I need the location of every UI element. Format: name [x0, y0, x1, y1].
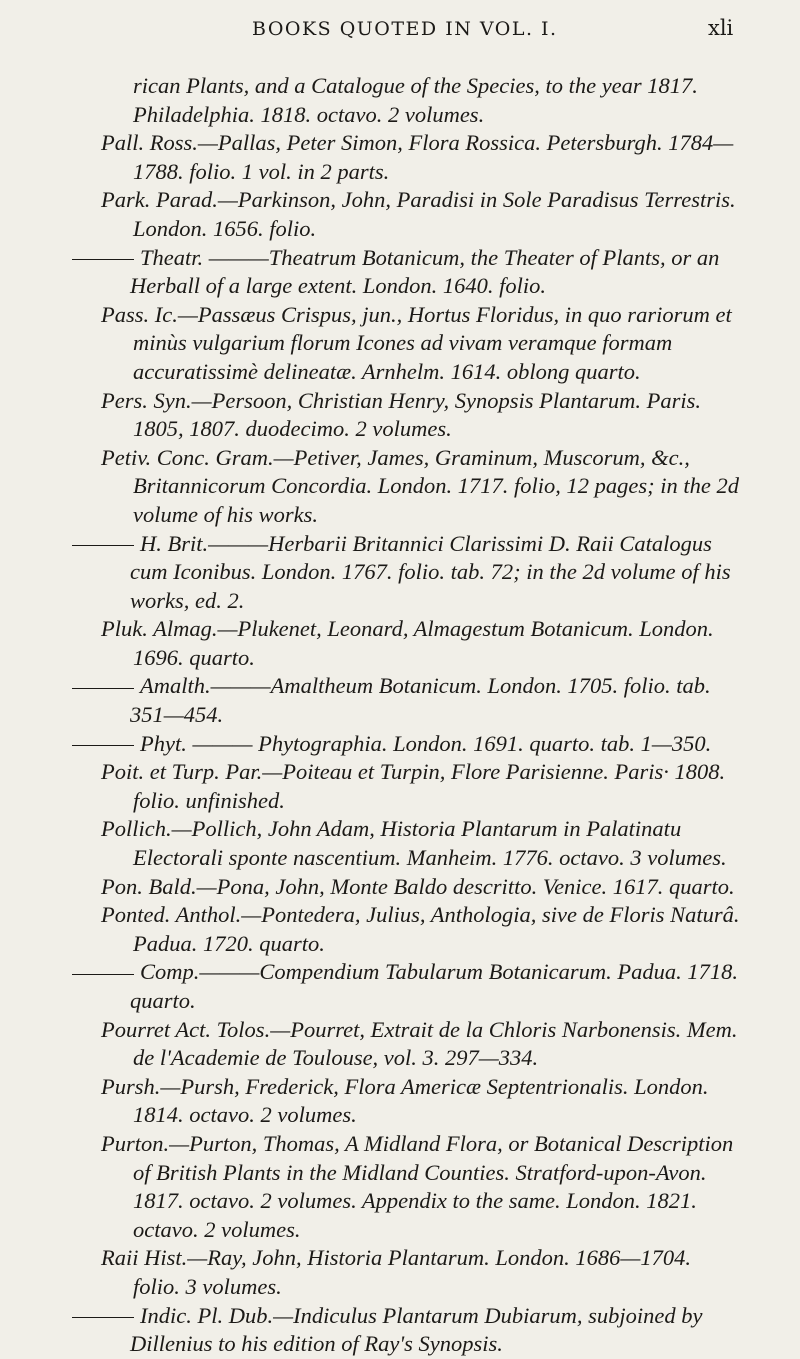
entry-text: Pollich.—Pollich, John Adam, Historia Plantarum in Palatinatu Electorali sponte nascentium. Manheim. 1776. octavo. 3 volumes. [101, 816, 727, 871]
bibliography-entry [0, 1130, 800, 1244]
bibliography-entry [0, 901, 800, 958]
running-head: BOOKS QUOTED IN VOL. I. [252, 18, 558, 40]
bibliography-entry [0, 873, 800, 902]
bibliography-entry [0, 129, 800, 186]
ditto-rule [72, 745, 134, 746]
bibliography-entry [0, 530, 800, 616]
bibliography-entry [0, 444, 800, 530]
entry-text: Poit. et Turp. Par.—Poiteau et Turpin, Flore Parisienne. Paris· 1808. folio. unfinished. [101, 759, 726, 813]
bibliography-entry [0, 815, 800, 872]
ditto-rule [72, 974, 134, 975]
entry-text: Amalth.———Amaltheum Botanicum. London. 1705. folio. tab. 351—454. [130, 673, 711, 728]
entry-text: Pon. Bald.—Pona, John, Monte Baldo descritto. Venice. 1617. quarto. [101, 873, 735, 899]
entry-text: Pluk. Almag.—Plukenet, Leonard, Almagestum Botanicum. London. 1696. quarto. [101, 616, 714, 670]
bibliography-entry [0, 186, 800, 243]
bibliography-entry [0, 672, 800, 729]
bibliography-entry [0, 615, 800, 672]
ditto-rule [72, 545, 134, 546]
bibliography-entry [0, 958, 800, 1015]
ditto-rule [72, 259, 134, 260]
bibliography-list [0, 72, 800, 1359]
bibliography-entry [0, 1016, 800, 1073]
bibliography-entry [0, 1302, 800, 1359]
entry-text: Petiv. Conc. Gram.—Petiver, James, Graminum, Muscorum, &c., Britannicorum Concordia. London. 1717. folio, 12 pages; in the 2d volume of his works. [101, 444, 740, 527]
entry-text: Park. Parad.—Parkinson, John, Paradisi in Sole Paradisus Terrestris. London. 1656. folio. [101, 187, 736, 241]
entry-text: Pall. Ross.—Pallas, Peter Simon, Flora Rossica. Petersburgh. 1784—1788. folio. 1 vol. in 2 parts. [101, 130, 734, 184]
ditto-rule [72, 688, 134, 689]
page-number: xli [708, 16, 734, 40]
entry-text: Indic. Pl. Dub.—Indiculus Plantarum Dubiarum, subjoined by Dillenius to his edition of Ray's Synopsis. [130, 1302, 703, 1357]
bibliography-entry [0, 387, 800, 444]
entry-text: Ponted. Anthol.—Pontedera, Julius, Anthologia, sive de Floris Naturâ. Padua. 1720. quarto. [101, 902, 740, 956]
page-header [0, 10, 800, 50]
bibliography-entry [0, 72, 800, 129]
bibliography-entry [0, 758, 800, 815]
entry-text: Purton.—Purton, Thomas, A Midland Flora, or Botanical Description of British Plants in the Midland Counties. Stratford-upon-Avon. 1817. octavo. 2 volumes. Appendix to the same. London. 1821. octavo. 2 volumes. [101, 1130, 734, 1242]
ditto-rule [72, 1317, 134, 1318]
entry-text: Theatr. ———Theatrum Botanicum, the Theater of Plants, or an Herball of a large extent. London. 1640. folio. [130, 244, 720, 299]
bibliography-entry [0, 1073, 800, 1130]
entry-text: H. Brit.———Herbarii Britannici Clarissimi D. Raii Catalogus cum Iconibus. London. 1767. folio. tab. 72; in the 2d volume of his works, ed. 2. [130, 530, 731, 613]
entry-text: rican Plants, and a Catalogue of the Species, to the year 1817. Philadelphia. 1818. octavo. 2 volumes. [133, 73, 698, 127]
entry-text: Pursh.—Pursh, Frederick, Flora Americæ Septentrionalis. London. 1814. octavo. 2 volumes. [101, 1073, 709, 1128]
entry-text: Comp.———Compendium Tabularum Botanicarum. Padua. 1718. quarto. [130, 959, 738, 1013]
entry-text: Pass. Ic.—Passæus Crispus, jun., Hortus Floridus, in quo rariorum et minùs vulgarium florum Icones ad vivam veramque formam accuratissimè delineatæ. Arnhelm. 1614. oblong quarto. [101, 301, 732, 384]
entry-text: Phyt. ——— Phytographia. London. 1691. quarto. tab. 1—350. [140, 730, 712, 756]
entry-text: Raii Hist.—Ray, John, Historia Plantarum. London. 1686—1704. folio. 3 volumes. [101, 1245, 692, 1299]
entry-text: Pers. Syn.—Persoon, Christian Henry, Synopsis Plantarum. Paris. 1805, 1807. duodecimo. 2 volumes. [101, 387, 701, 442]
bibliography-entry [0, 1244, 800, 1301]
bibliography-entry [0, 301, 800, 387]
bibliography-entry [0, 244, 800, 301]
bibliography-entry [0, 730, 800, 759]
entry-text: Pourret Act. Tolos.—Pourret, Extrait de la Chloris Narbonensis. Mem. de l'Academie de Toulouse, vol. 3. 297—334. [101, 1016, 738, 1071]
